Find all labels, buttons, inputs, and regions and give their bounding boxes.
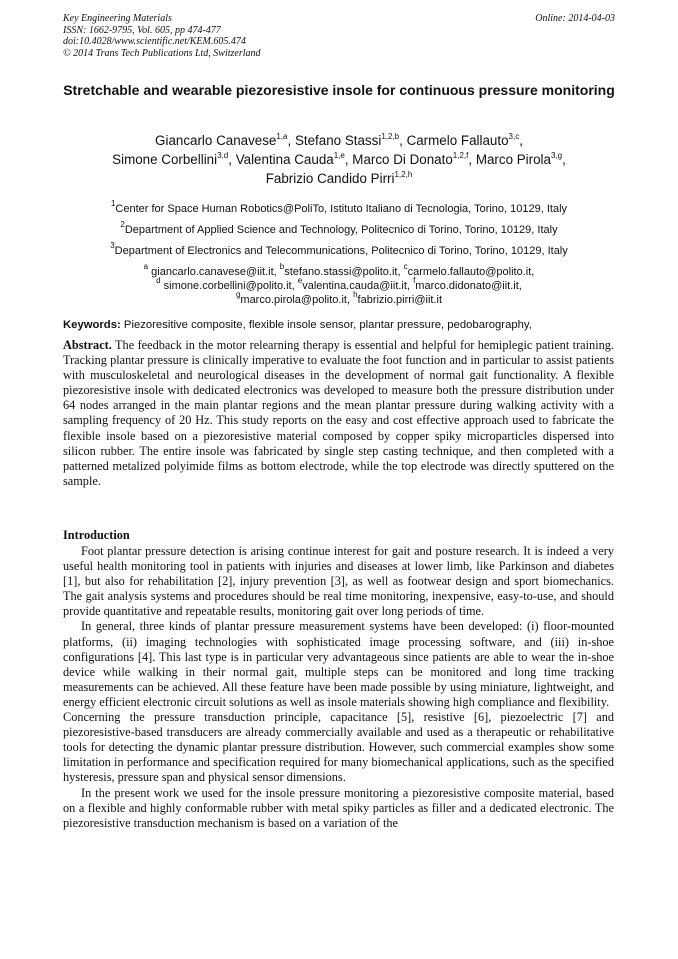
author-list: Giancarlo Canavese$^{1,a}$, Stefano Stassi$^{1,2,b}$, Carmelo Fallauto$^{3,c}$, Simone Corbellini$^{3,d}$, Valentina Cauda$^{1,e}$, Marco Di Donato$^{1,2,f}$, Marco Pirola$^{3,g}$, Fabrizio Candido Pirri$^{1,2,h}$ [112,131,566,186]
paragraph: Foot plantar pressure detection is arising continue interest for gait and posture research. It is indeed a very useful health monitoring tool in patients with injuries and diseases at lower limb, like Parkinson and diabetes [1], but also for rehabilitation [2], injury prevention [3], as well as footwear design and sport biomechanics. The gait analysis systems and procedures should be real time monitoring, inexpensive, easy-to-use, and should provide quantitative and repeatable results, monitoring gait over long periods of time. [63,544,614,619]
abstract-label: Abstract. [63,338,112,352]
email[interactable]: carmelo.fallauto@polito.it, [407,266,535,278]
issn-line: ISSN: 1662-9795, Vol. 605, pp 474-477 [63,24,221,36]
paper-title: Stretchable and wearable piezoresistive insole for continuous pressure monitoring [63,82,615,98]
email[interactable]: fabrizio.pirri@iit.it [357,294,443,306]
author: Fabrizio Candido Pirri$^{1,2,h}$ [265,169,413,186]
section-heading: Introduction [63,528,130,542]
paragraph: In the present work we used for the insole pressure monitoring a piezoresistive composite material, based on a flexible and highly conformable rubber with metal spiky particles as filler and a dedicated electronic. The piezoresistive transduction mechanism is based on a variation of the [63,785,614,830]
keywords-label: Keywords: [63,319,121,331]
email[interactable]: valentina.cauda@iit.it, [302,280,410,292]
affiliation: $^2$Department of Applied Science and Technology, Politecnico di Torino, Torino, 10129, Italy [120,220,558,236]
email[interactable]: stefano.stassi@polito.it, [284,266,401,278]
email-list: $^a$ giancarlo.canavese@iit.it, $^b$stefano.stassi@polito.it, $^c$carmelo.fallauto@polito.it, $^d$ simone.corbellini@polito.it, $^e$valentina.cauda@iit.it, $^f$marco.didonato@iit.it, $^g$marco.pirola@polito.it, $^h$fabrizio.pirri@iit.it [143,262,535,306]
journal-name: Key Engineering Materials [63,13,172,24]
copyright-line: © 2014 Trans Tech Publications Ltd, Switzerland [63,47,261,59]
abstract-text: The feedback in the motor relearning therapy is essential and helpful for hemiplegic patient training. Tracking plantar pressure is clinically imperative to evaluate the foot function and in particular to assist patients with musculoskeletal and neurological diseases in the development of normal gait functionality. A flexible piezoresistive insole with dedicated electronics was developed to measure both the pressure distribution under 64 nodes arranged in the main plantar regions and the mean plantar pressure during walking activity with a sampling frequency of 20 Hz. This study reports on the easy and cost effective approach used to fabricate the flexible insole based on a piezoresistive material composed by copper spiky microparticles dispersed into silicon rubber. The entire insole was fabricated by single step casting technique, and then completed with a patterned metalized polyimide films as bottom electrode, while the top electrode was directly sputtered on the sample. [63,338,614,488]
author: Giancarlo Canavese$^{1,a}$ [155,131,288,148]
keywords [63,318,623,332]
email[interactable]: marco.pirola@polito.it, [240,294,351,306]
author: Valentina Cauda$^{1,e}$ [235,150,345,167]
author: Marco Di Donato$^{1,2,f}$ [352,150,469,167]
introduction-body [63,544,614,831]
email[interactable]: marco.didonato@iit.it, [415,280,522,292]
author: Stefano Stassi$^{1,2,b}$ [294,131,400,148]
email[interactable]: simone.corbellini@polito.it, [163,280,295,292]
abstract [63,338,614,489]
email[interactable]: giancarlo.canavese@iit.it, [151,266,277,278]
affiliation: $^1$Center for Space Human Robotics@PoliTo, Istituto Italiano di Tecnologia, Torino, 10129, Italy [110,199,568,215]
paragraph: Concerning the pressure transduction principle, capacitance [5], resistive [6], piezoelectric [7] and piezoresistive-based transducers are already commercially available and used as a therapeutic or rehabilitative tools for detecting the dynamic plantar pressure distribution. However, such commercial examples show some limitation in performance and specification required for many biomechanical applications, such as the specified hysteresis, pressure span and physical sensor dimensions. [63,710,614,785]
paragraph: In general, three kinds of plantar pressure measurement systems have been developed: (i) floor-mounted platforms, (ii) imaging technologies with sophisticated image processing software, and (iii) in-shoe configurations [4]. This last type is in particular very advantageous since patients are able to wear the in-shoe device while walking in their normal gait, multiple steps can be monitored and long time tracking measurements can be achieved. All these feature have been made possible by using miniature, lightweight, and energy efficient electronic circuit solutions as well as insole materials showing high compliance and flexibility. [63,619,614,709]
doi-line: doi:10.4028/www.scientific.net/KEM.605.474 [63,36,246,47]
affiliation: $^3$Department of Electronics and Telecommunications, Politecnico di Torino, Torino, 10129, Italy [110,241,568,257]
online-date: Online: 2014-04-03 [535,13,615,24]
journal-header [63,13,261,59]
author: Carmelo Fallauto$^{3,c}$ [406,131,520,148]
keywords-text: Piezoresitive composite, flexible insole sensor, plantar pressure, pedobarography, [123,319,532,331]
author: Simone Corbellini$^{3,d}$ [112,150,229,167]
author: Marco Pirola$^{3,g}$ [475,150,563,167]
